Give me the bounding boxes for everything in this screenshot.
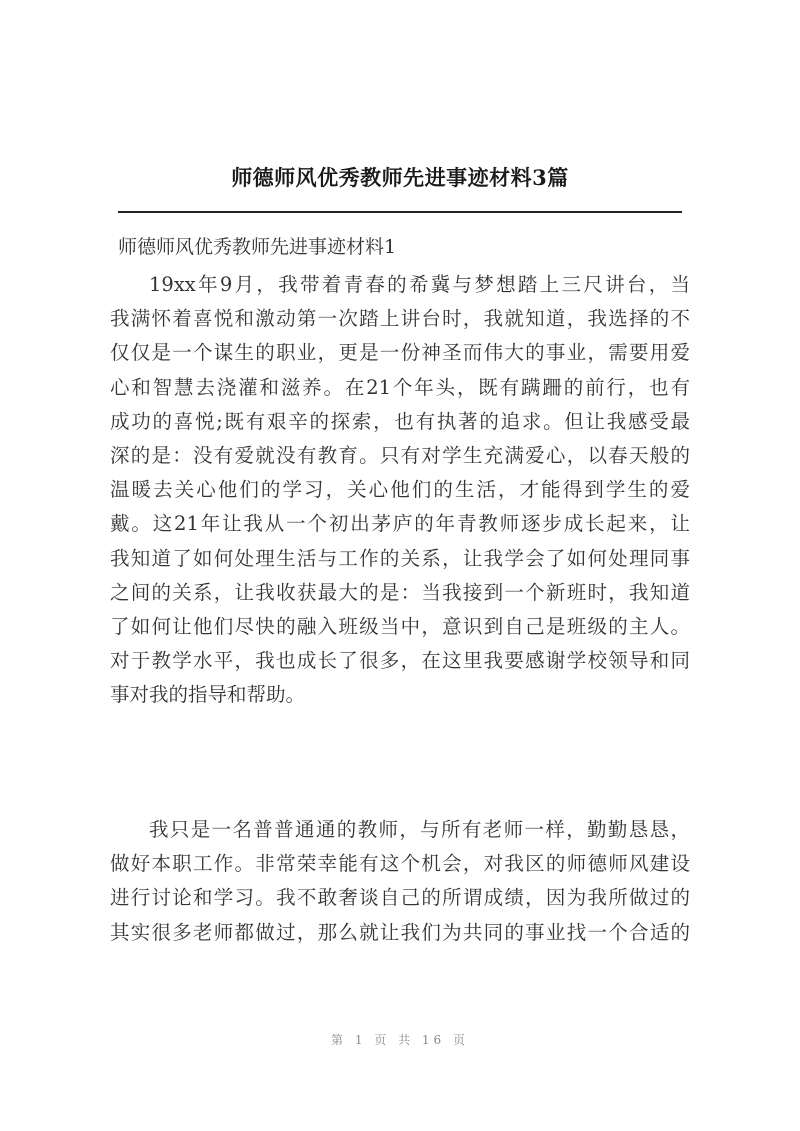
document-title: 师德师风优秀教师先进事迹材料3篇: [231, 165, 569, 190]
paragraph-line: 深的是：没有爱就没有教育。只有对学生充满爱心，以春天般的: [110, 443, 690, 467]
paragraph-line: 做好本职工作。非常荣幸能有这个机会，对我区的师德师风建设: [110, 852, 690, 876]
paragraph-line: 仅仅是一个谋生的职业，更是一份神圣而伟大的事业，需要用爱: [110, 341, 690, 365]
paragraph-line: 我只是一名普普通通的教师，与所有老师一样，勤勤恳恳，: [149, 818, 690, 841]
section-heading: 师德师风优秀教师先进事迹材料1: [118, 236, 397, 258]
title-divider: [118, 211, 682, 213]
paragraph-2: [110, 813, 690, 950]
paragraph-line: 对于教学水平，我也成长了很多，在这里我要感谢学校领导和同: [110, 649, 690, 673]
paragraph-1: [110, 268, 690, 712]
paragraph-line: 我满怀着喜悦和激动第一次踏上讲台时，我就知道，我选择的不: [110, 307, 690, 331]
paragraph-line: 19xx年9月，我带着青春的希冀与梦想踏上三尺讲台，当: [149, 273, 690, 296]
page-footer: 第 1 页 共 16 页: [331, 1033, 469, 1047]
paragraph-line: 温暖去关心他们的学习，关心他们的生活，才能得到学生的爱: [110, 478, 690, 502]
paragraph-line: 戴。这21年让我从一个初出茅庐的年青教师逐步成长起来，让: [110, 512, 690, 536]
paragraph-line: 成功的喜悦;既有艰辛的探索，也有执著的追求。但让我感受最: [110, 409, 690, 433]
paragraph-line: 我知道了如何处理生活与工作的关系，让我学会了如何处理同事: [110, 546, 690, 570]
paragraph-line: 进行讨论和学习。我不敢奢谈自己的所谓成绩，因为我所做过的: [110, 886, 690, 910]
paragraph-line: 了如何让他们尽快的融入班级当中，意识到自己是班级的主人。: [110, 614, 690, 638]
paragraph-line: 事对我的指导和帮助。: [110, 683, 306, 707]
paragraph-line: 之间的关系，让我收获最大的是：当我接到一个新班时，我知道: [110, 580, 690, 604]
paragraph-line: 心和智慧去浇灌和滋养。在21个年头，既有蹒跚的前行，也有: [110, 375, 690, 399]
paragraph-line: 其实很多老师都做过，那么就让我们为共同的事业找一个合适的: [110, 920, 690, 944]
